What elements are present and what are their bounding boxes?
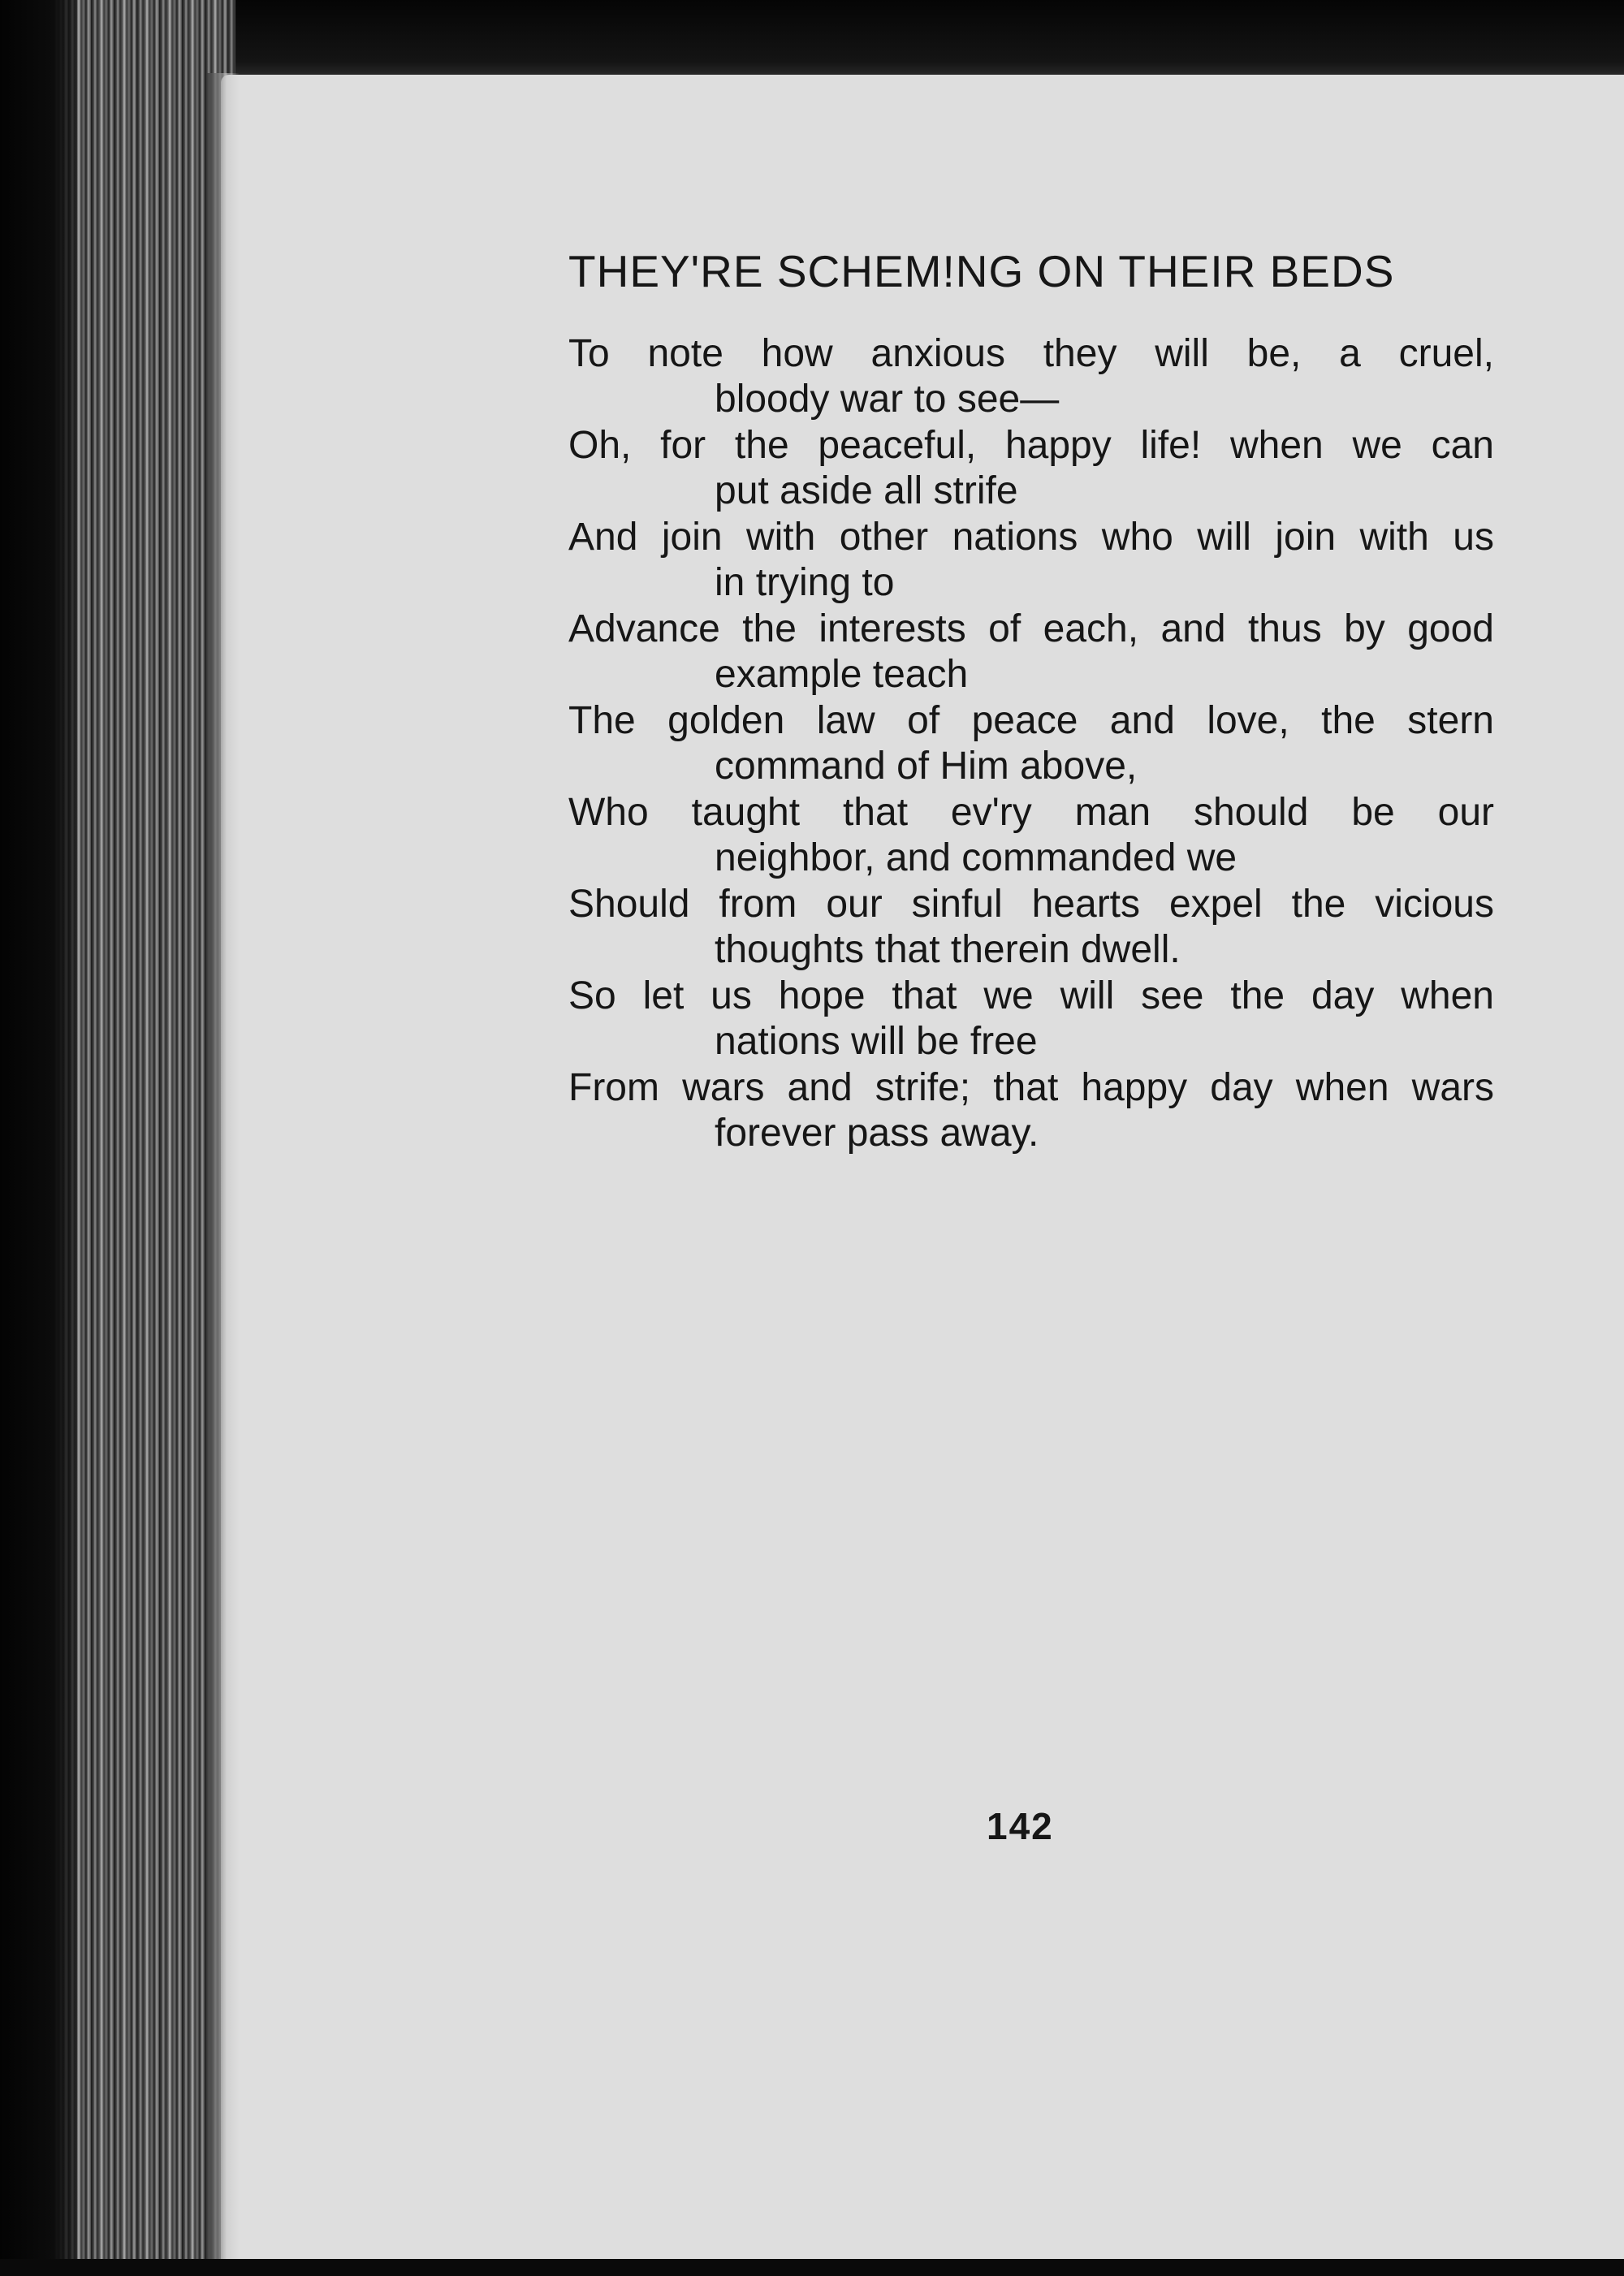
poem-line-continuation: example teach [715, 653, 969, 696]
poem-line-text: From wars and strife; that happy day when wars [568, 1066, 1494, 1109]
poem-line [568, 607, 1494, 697]
poem-line-text: Should from our sinful hearts expel the vicious [568, 883, 1494, 926]
page-number: 142 [987, 1805, 1054, 1847]
poem-line-continuation: put aside all strife [715, 469, 1018, 512]
poem-line [568, 882, 1494, 973]
poem-line-text: Oh, for the peaceful, happy life! when we can [568, 424, 1494, 467]
poem-line-text: The golden law of peace and love, the stern [568, 699, 1494, 742]
spine-shadow [0, 0, 77, 2276]
bottom-shadow [0, 2259, 1624, 2276]
poem-block [568, 244, 1494, 1157]
poem-line [568, 423, 1494, 514]
poem-line-text: So let us hope that we will see the day when [568, 974, 1494, 1017]
poem-line-text: Who taught that ev'ry man should be our [568, 791, 1494, 834]
poem-line-continuation: in trying to [715, 561, 895, 604]
page-gutter-edge [207, 73, 240, 2265]
poem-line [568, 698, 1494, 789]
poem-line-continuation: nations will be free [715, 1020, 1038, 1063]
poem-line [568, 515, 1494, 606]
poem-line-text: To note how anxious they will be, a cruel, [568, 332, 1494, 375]
poem-line-continuation: bloody war to see— [715, 378, 1060, 421]
poem-line [568, 331, 1494, 422]
poem-line [568, 1065, 1494, 1156]
poem-line [568, 790, 1494, 881]
poem-line-text: And join with other nations who will join with us [568, 516, 1494, 559]
poem-title: THEY'RE SCHEM!NG ON THEIR BEDS [568, 246, 1395, 296]
poem-line [568, 974, 1494, 1065]
poem-line-continuation: thoughts that therein dwell. [715, 928, 1181, 971]
poem-line-continuation: neighbor, and commanded we [715, 836, 1237, 879]
poem-line-continuation: command of Him above, [715, 745, 1138, 788]
poem-line-continuation: forever pass away. [715, 1112, 1039, 1155]
poem-line-text: Advance the interests of each, and thus by good [568, 607, 1494, 650]
top-shadow [0, 0, 1624, 77]
